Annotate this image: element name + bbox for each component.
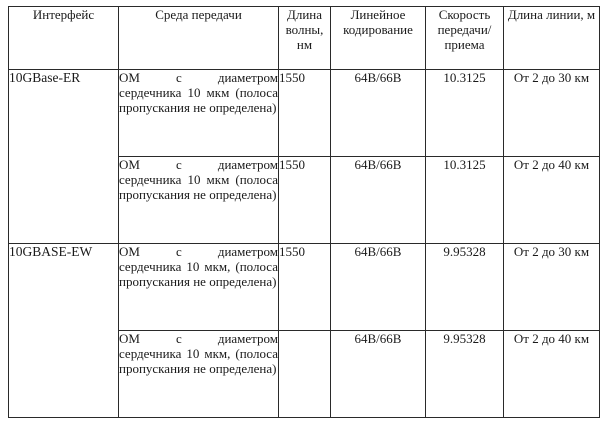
length-cell: От 2 до 30 км: [504, 244, 600, 331]
medium-text: ОМ с диаметром сердечника 10 мкм, (полоса пропускания не определена): [119, 331, 278, 376]
header-medium: Среда передачи: [119, 7, 279, 70]
medium-text: ОМ с диаметром сердечника 10 мкм, (полоса пропускания не определена): [119, 244, 278, 289]
medium-cell: [119, 157, 279, 244]
speed-cell: 9.95328: [426, 331, 504, 418]
header-speed: Скорость передачи/ приема: [426, 7, 504, 70]
header-encoding: Линейное кодирование: [331, 7, 426, 70]
speed-cell: 9.95328: [426, 244, 504, 331]
wavelength-cell: 1550: [279, 157, 331, 244]
speed-cell: 10.3125: [426, 157, 504, 244]
medium-text: ОМ с диаметром сердечника 10 мкм (полоса пропускания не определена): [119, 70, 278, 115]
medium-text: ОМ с диаметром сердечника 10 мкм (полоса пропускания не определена): [119, 157, 278, 202]
table-row: [9, 70, 600, 157]
medium-cell: [119, 244, 279, 331]
spec-table: [8, 6, 600, 418]
length-cell: От 2 до 40 км: [504, 331, 600, 418]
medium-cell: [119, 331, 279, 418]
wavelength-cell: 1550: [279, 244, 331, 331]
encoding-cell: 64B/66B: [331, 331, 426, 418]
encoding-cell: 64B/66B: [331, 244, 426, 331]
speed-cell: 10.3125: [426, 70, 504, 157]
header-interface: Интерфейс: [9, 7, 119, 70]
length-cell: От 2 до 40 км: [504, 157, 600, 244]
interface-cell: 10GBase-ER: [9, 70, 119, 244]
encoding-cell: 64B/66B: [331, 157, 426, 244]
header-wavelength: Длина волны, нм: [279, 7, 331, 70]
encoding-cell: 64B/66B: [331, 70, 426, 157]
header-length: Длина линии, м: [504, 7, 600, 70]
header-row: [9, 7, 600, 70]
wavelength-cell: 1550: [279, 70, 331, 157]
interface-cell: 10GBASE-EW: [9, 244, 119, 418]
table-row: [9, 244, 600, 331]
wavelength-cell: [279, 331, 331, 418]
medium-cell: [119, 70, 279, 157]
length-cell: От 2 до 30 км: [504, 70, 600, 157]
